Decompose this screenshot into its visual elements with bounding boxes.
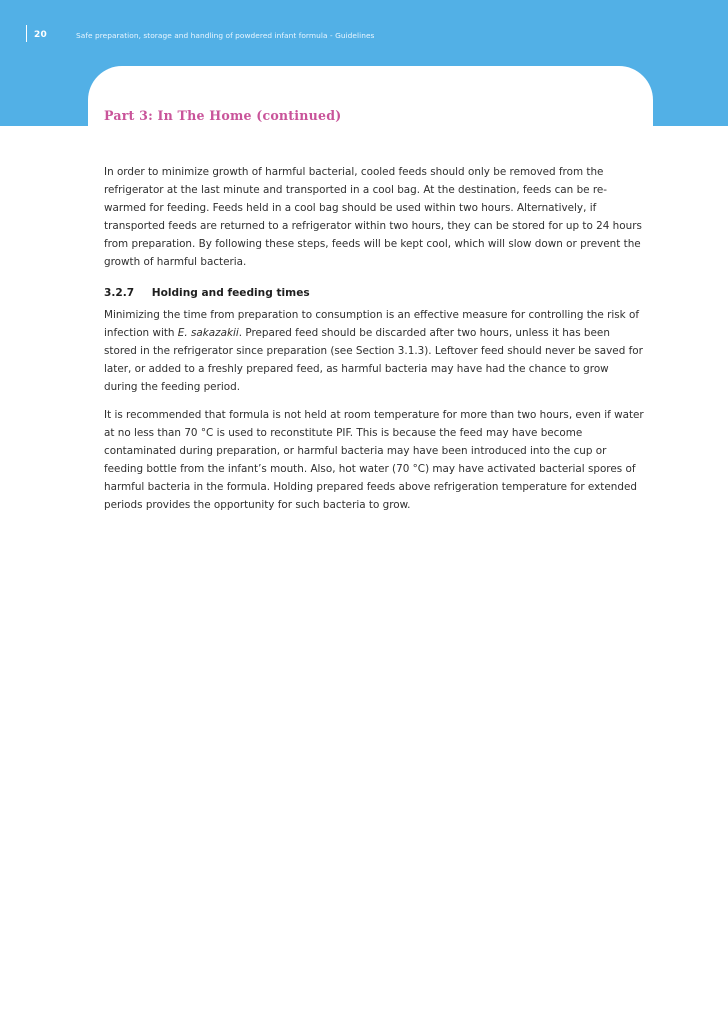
section-number: 3.2.7 xyxy=(104,287,135,299)
page-number: 20 xyxy=(34,30,48,40)
section-title: Holding and feeding times xyxy=(151,287,310,299)
running-title: Safe preparation, storage and handling of powdered infant formula - Guidelines xyxy=(76,31,375,40)
section-heading xyxy=(104,284,644,302)
body-paragraph xyxy=(104,306,644,396)
body-content xyxy=(104,163,644,524)
header-divider xyxy=(26,25,27,42)
paragraph-text: . Prepared feed should be discarded after two hours, unless it has been stored in the refrigerator since preparation (see Section 3.1.3). Leftover feed should never be saved for later, or added to a freshly prepared feed, as harmful bacteria may have had the chance to grow during the feeding period. xyxy=(104,327,643,393)
paragraph-text: Minimizing the time from preparation to consumption is an effective measure for controlling the risk of infection with xyxy=(104,309,639,339)
part-title: Part 3: In The Home (continued) xyxy=(104,108,342,123)
body-paragraph: It is recommended that formula is not held at room temperature for more than two hours, even if water at no less than 70 °C is used to reconstitute PIF. This is because the feed may have become contaminated during preparation, or harmful bacteria may have been introduced into the cup or feeding bottle from the infant’s mouth. Also, hot water (70 °C) may have activated bacterial spores of harmful bacteria in the formula. Holding prepared feeds above refrigeration temperature for extended periods provides the opportunity for such bacteria to grow. xyxy=(104,409,644,511)
body-paragraph: In order to minimize growth of harmful bacterial, cooled feeds should only be removed from the refrigerator at the last minute and transported in a cool bag. At the destination, feeds can be re-warmed for feeding. Feeds held in a cool bag should be used within two hours. Alternatively, if transported feeds are returned to a refrigerator within two hours, they can be stored for up to 24 hours from preparation. By following these steps, feeds will be kept cool, which will slow down or prevent the growth of harmful bacteria. xyxy=(104,166,642,268)
species-name: E. sakazakii xyxy=(177,327,239,339)
